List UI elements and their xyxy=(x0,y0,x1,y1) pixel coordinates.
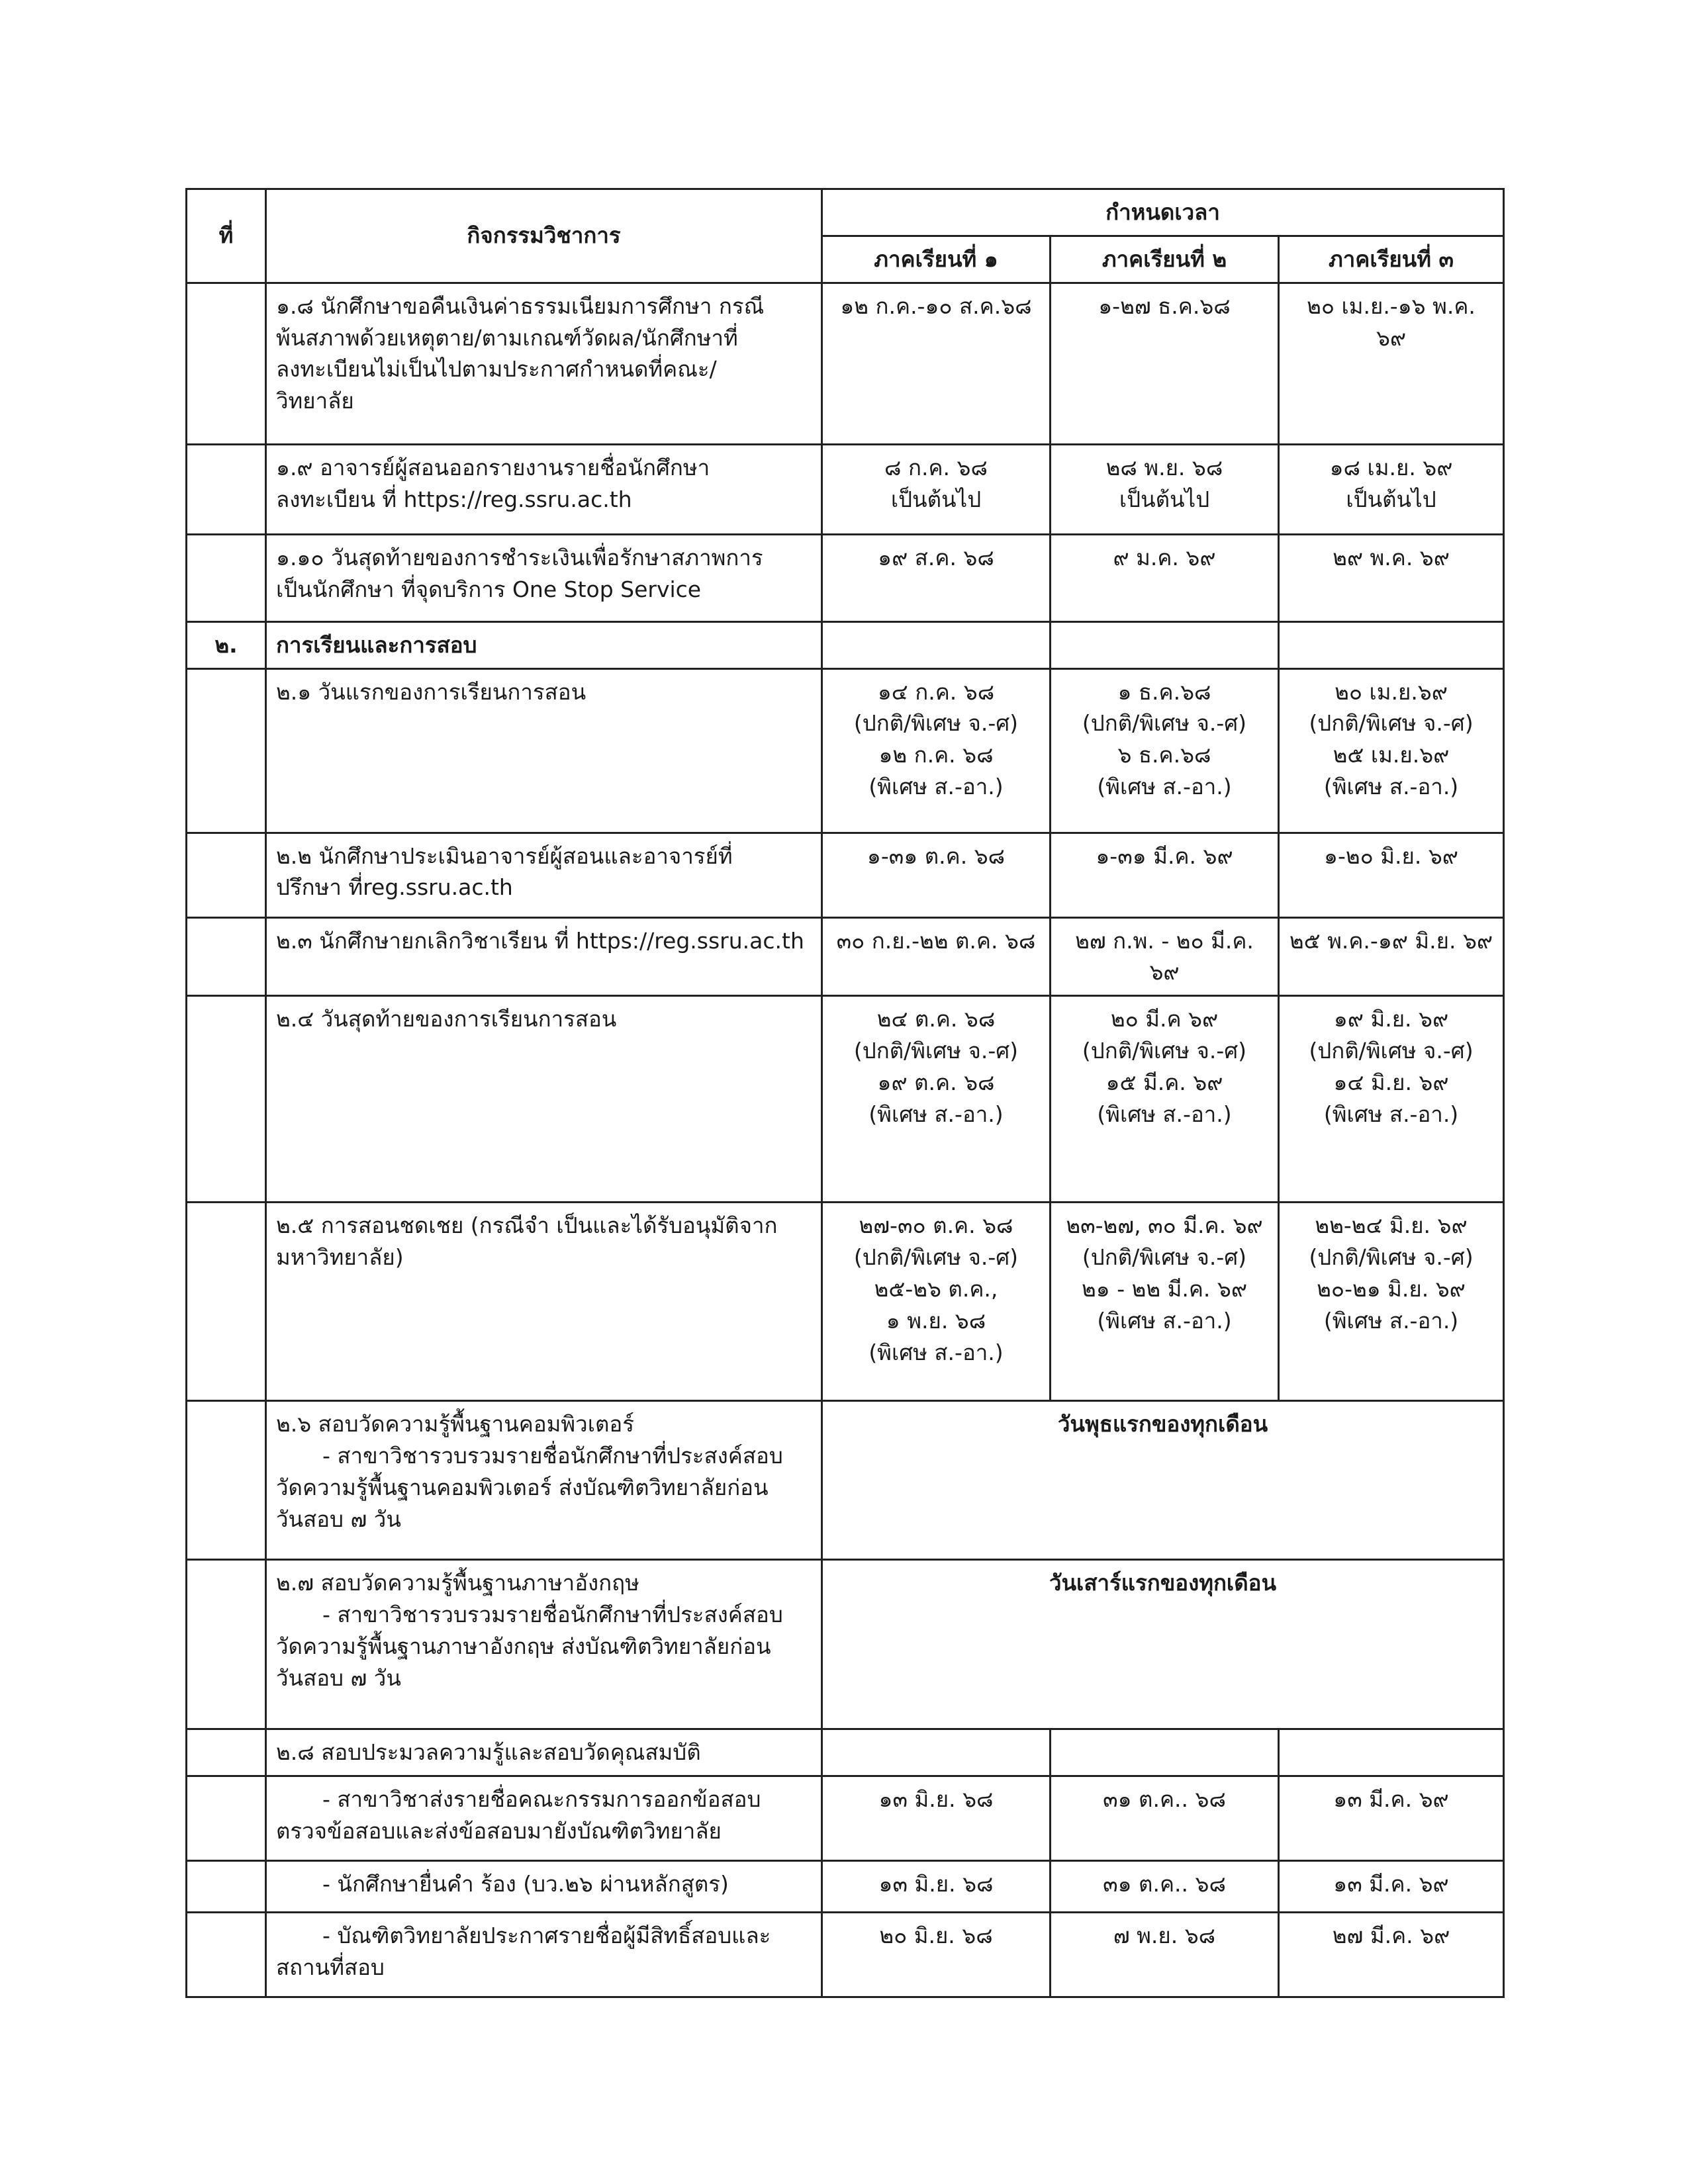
activity-cell xyxy=(266,1913,822,1997)
activity-cell: ๒.๔ วันสุดท้ายของการเรียนการสอน xyxy=(266,996,822,1203)
academic-calendar-table xyxy=(185,188,1505,1998)
table-row xyxy=(187,1729,1504,1776)
semester-3-date: ๑๓ มี.ค. ๖๙ xyxy=(1279,1776,1504,1861)
section-number: ๒. xyxy=(187,621,266,668)
activity-text: ตรวจข้อสอบและส่งข้อสอบมายังบัณฑิตวิทยาลัย xyxy=(276,1817,722,1844)
activity-cell: ๒.๘ สอบประมวลความรู้และสอบวัดคุณสมบัติ xyxy=(266,1729,822,1776)
semester-2-date xyxy=(1051,668,1279,833)
date-text: ๑๒ ก.ค. ๖๘ xyxy=(878,742,994,768)
semester-3-date: ๒๕ พ.ค.-๑๙ มิ.ย. ๖๙ xyxy=(1279,917,1504,996)
date-text: ๑๙ มิ.ย. ๖๙ xyxy=(1333,1006,1449,1032)
date-note: (พิเศษ ส.-อา.) xyxy=(1097,1307,1232,1334)
date-text: ๑๙ ต.ค. ๖๘ xyxy=(877,1069,995,1095)
activity-cell xyxy=(266,534,822,621)
semester-2-date xyxy=(1051,444,1279,534)
semester-2-date: ๒๗ ก.พ. - ๒๐ มี.ค. ๖๙ xyxy=(1051,917,1279,996)
table-row xyxy=(187,668,1504,833)
semester-3-date xyxy=(1279,668,1504,833)
activity-cell: ๒.๓ นักศึกษายกเลิกวิชาเรียน ที่ https://reg.ssru.ac.th xyxy=(266,917,822,996)
activity-text: ๒.๒ นักศึกษาประเมินอาจารย์ผู้สอนและอาจารย์ที่ xyxy=(276,842,733,869)
activity-text: วัดความรู้พื้นฐานภาษาอังกฤษ ส่งบัณฑิตวิทยาลัยก่อน xyxy=(276,1633,771,1659)
activity-subtext: - บัณฑิตวิทยาลัยประกาศรายชื่อผู้มีสิทธิ์สอบและ xyxy=(322,1923,771,1949)
date-note: (พิเศษ ส.-อา.) xyxy=(1097,1101,1232,1127)
semester-3-date xyxy=(1279,444,1504,534)
semester-2-date: ๓๑ ต.ค.. ๖๘ xyxy=(1051,1776,1279,1861)
date-text: ๒๑ - ๒๒ มี.ค. ๖๙ xyxy=(1082,1275,1247,1302)
date-note: (ปกติ/พิเศษ จ.-ศ) xyxy=(1082,1038,1247,1064)
date-note: (ปกติ/พิเศษ จ.-ศ) xyxy=(1309,710,1474,737)
activity-text: ๑.๘ นักศึกษาขอคืนเงินค่าธรรมเนียมการศึกษา กรณี xyxy=(276,293,765,319)
date-text: ๒๐ มี.ค ๖๙ xyxy=(1110,1006,1219,1032)
date-note: (พิเศษ ส.-อา.) xyxy=(1323,1101,1459,1127)
activity-text: ๒.๕ การสอนชดเชย (กรณีจำ เป็นและได้รับอนุมัติจาก xyxy=(276,1212,778,1239)
header-activity: กิจกรรมวิชาการ xyxy=(266,189,822,283)
date-text: ๖ ธ.ค.๖๘ xyxy=(1117,742,1211,768)
date-text: ๑๔ ก.ค. ๖๘ xyxy=(877,678,995,705)
table-row xyxy=(187,1401,1504,1560)
date-note: (พิเศษ ส.-อา.) xyxy=(868,1339,1004,1365)
table-row xyxy=(187,444,1504,534)
activity-cell: ๒.๑ วันแรกของการเรียนการสอน xyxy=(266,668,822,833)
table-row xyxy=(187,1776,1504,1861)
date-text: ๒๓-๒๗, ๓๐ มี.ค. ๖๙ xyxy=(1066,1212,1263,1239)
date-note: เป็นต้นไป xyxy=(1119,486,1210,512)
table-row xyxy=(187,996,1504,1203)
semester-1-date xyxy=(822,996,1051,1203)
date-text: ๘ ก.ค. ๖๘ xyxy=(884,454,988,480)
activity-cell xyxy=(266,444,822,534)
date-note: (พิเศษ ส.-อา.) xyxy=(1323,774,1459,800)
activity-text: สถานที่สอบ xyxy=(276,1954,385,1980)
activity-cell xyxy=(266,1776,822,1861)
header-no: ที่ xyxy=(187,189,266,283)
semester-3-date: ๒๐ เม.ย.-๑๖ พ.ค. ๖๙ xyxy=(1279,283,1504,444)
table-row xyxy=(187,1203,1504,1401)
date-text: ๒๔ ต.ค. ๖๘ xyxy=(876,1006,996,1032)
activity-text: ๑.๑๐ วันสุดท้ายของการชำระเงินเพื่อรักษาสภาพการ xyxy=(276,544,763,570)
activity-cell xyxy=(266,1401,822,1560)
activity-subtext: - สาขาวิชาส่งรายชื่อคณะกรรมการออกข้อสอบ xyxy=(322,1786,761,1813)
date-note: (พิเศษ ส.-อา.) xyxy=(868,1101,1004,1127)
date-text: ๒๗-๓๐ ต.ค. ๖๘ xyxy=(859,1212,1013,1239)
section-row xyxy=(187,621,1504,668)
monthly-schedule: วันพุธแรกของทุกเดือน xyxy=(822,1401,1504,1560)
activity-text: เป็นนักศึกษา ที่จุดบริการ One Stop Service xyxy=(276,576,702,602)
table-row xyxy=(187,283,1504,444)
semester-1-date xyxy=(822,1203,1051,1401)
semester-2-date: ๑-๒๗ ธ.ค.๖๘ xyxy=(1051,283,1279,444)
date-text: ๒๒-๒๔ มิ.ย. ๖๙ xyxy=(1315,1212,1468,1239)
semester-3-date xyxy=(1279,996,1504,1203)
monthly-schedule: วันเสาร์แรกของทุกเดือน xyxy=(822,1560,1504,1729)
date-note: (ปกติ/พิเศษ จ.-ศ) xyxy=(1082,1244,1247,1271)
activity-text: ๒.๗ สอบวัดความรู้พื้นฐานภาษาอังกฤษ xyxy=(276,1570,639,1596)
activity-text: มหาวิทยาลัย) xyxy=(276,1244,404,1271)
semester-2-date xyxy=(1051,1203,1279,1401)
header-semester-2: ภาคเรียนที่ ๒ xyxy=(1051,236,1279,283)
semester-1-date: ๓๐ ก.ย.-๒๒ ต.ค. ๖๘ xyxy=(822,917,1051,996)
semester-2-date: ๗ พ.ย. ๖๘ xyxy=(1051,1913,1279,1997)
table-row xyxy=(187,833,1504,917)
semester-3-date: ๒๗ มี.ค. ๖๙ xyxy=(1279,1913,1504,1997)
semester-3-date: ๒๙ พ.ค. ๖๙ xyxy=(1279,534,1504,621)
date-note: (ปกติ/พิเศษ จ.-ศ) xyxy=(853,1038,1019,1064)
date-note: (ปกติ/พิเศษ จ.-ศ) xyxy=(1309,1038,1474,1064)
activity-cell xyxy=(266,1861,822,1913)
semester-1-date: ๑๓ มิ.ย. ๖๘ xyxy=(822,1776,1051,1861)
table-row xyxy=(187,1861,1504,1913)
activity-cell xyxy=(266,1560,822,1729)
table-row xyxy=(187,534,1504,621)
table-row xyxy=(187,1913,1504,1997)
date-note: (ปกติ/พิเศษ จ.-ศ) xyxy=(1082,710,1247,737)
activity-text: วิทยาลัย xyxy=(276,388,354,414)
activity-cell xyxy=(266,833,822,917)
semester-2-date xyxy=(1051,996,1279,1203)
activity-text: วันสอบ ๗ วัน xyxy=(276,1506,401,1532)
activity-subtext: - สาขาวิชารวบรวมรายชื่อนักศึกษาที่ประสงค์สอบ xyxy=(322,1443,783,1469)
date-text: ๑ พ.ย. ๖๘ xyxy=(886,1307,986,1334)
date-note: (พิเศษ ส.-อา.) xyxy=(868,774,1004,800)
activity-text: วัดความรู้พื้นฐานคอมพิวเตอร์ ส่งบัณฑิตวิทยาลัยก่อน xyxy=(276,1474,769,1500)
date-text: ๑ ธ.ค.๖๘ xyxy=(1117,678,1211,705)
semester-1-date xyxy=(822,668,1051,833)
date-note: (ปกติ/พิเศษ จ.-ศ) xyxy=(853,1244,1019,1271)
semester-2-date: ๑-๓๑ มี.ค. ๖๙ xyxy=(1051,833,1279,917)
header-schedule: กำหนดเวลา xyxy=(822,189,1504,236)
activity-text: ปรึกษา ที่reg.ssru.ac.th xyxy=(276,874,513,901)
activity-text: ๑.๙ อาจารย์ผู้สอนออกรายงานรายชื่อนักศึกษา xyxy=(276,454,710,480)
date-note: (ปกติ/พิเศษ จ.-ศ) xyxy=(853,710,1019,737)
date-text: ๑๘ เม.ย. ๖๙ xyxy=(1329,454,1453,480)
date-note: เป็นต้นไป xyxy=(1346,486,1436,512)
header-semester-1: ภาคเรียนที่ ๑ xyxy=(822,236,1051,283)
semester-2-date: ๓๑ ต.ค.. ๖๘ xyxy=(1051,1861,1279,1913)
activity-cell xyxy=(266,1203,822,1401)
date-text: ๑๕ มี.ค. ๖๙ xyxy=(1105,1069,1223,1095)
date-text: ๒๐-๒๑ มิ.ย. ๖๙ xyxy=(1317,1275,1466,1302)
activity-text: ลงทะเบียนไม่เป็นไปตามประกาศกำหนดที่คณะ/ xyxy=(276,356,717,383)
date-text: ๒๘ พ.ย. ๖๘ xyxy=(1105,454,1223,480)
semester-1-date: ๒๐ มิ.ย. ๖๘ xyxy=(822,1913,1051,1997)
activity-subtext: - นักศึกษายื่นคำ ร้อง (บว.๒๖ ผ่านหลักสูตร) xyxy=(322,1871,729,1897)
date-note: (พิเศษ ส.-อา.) xyxy=(1323,1307,1459,1334)
semester-3-date: ๑-๒๐ มิ.ย. ๖๙ xyxy=(1279,833,1504,917)
activity-text: ๒.๖ สอบวัดความรู้พื้นฐานคอมพิวเตอร์ xyxy=(276,1411,634,1437)
table-row xyxy=(187,1560,1504,1729)
date-note: (ปกติ/พิเศษ จ.-ศ) xyxy=(1309,1244,1474,1271)
table-row xyxy=(187,917,1504,996)
header-semester-3: ภาคเรียนที่ ๓ xyxy=(1279,236,1504,283)
semester-1-date: ๑๙ ส.ค. ๖๘ xyxy=(822,534,1051,621)
semester-3-date xyxy=(1279,1203,1504,1401)
activity-subtext: - สาขาวิชารวบรวมรายชื่อนักศึกษาที่ประสงค์สอบ xyxy=(322,1602,783,1628)
activity-text: พ้นสภาพด้วยเหตุตาย/ตามเกณฑ์วัดผล/นักศึกษาที่ xyxy=(276,324,738,351)
date-text: ๒๕-๒๖ ต.ค., xyxy=(874,1275,998,1302)
section-title: การเรียนและการสอบ xyxy=(266,621,822,668)
semester-1-date xyxy=(822,444,1051,534)
activity-text: วันสอบ ๗ วัน xyxy=(276,1664,401,1691)
semester-1-date: ๑๒ ก.ค.-๑๐ ส.ค.๖๘ xyxy=(822,283,1051,444)
semester-2-date: ๙ ม.ค. ๖๙ xyxy=(1051,534,1279,621)
date-note: เป็นต้นไป xyxy=(890,486,982,512)
activity-cell xyxy=(266,283,822,444)
activity-text: ลงทะเบียน ที่ https://reg.ssru.ac.th xyxy=(276,486,632,512)
semester-1-date: ๑-๓๑ ต.ค. ๖๘ xyxy=(822,833,1051,917)
semester-3-date: ๑๓ มี.ค. ๖๙ xyxy=(1279,1861,1504,1913)
date-text: ๒๕ เม.ย.๖๙ xyxy=(1333,742,1450,768)
date-text: ๒๐ เม.ย.๖๙ xyxy=(1335,678,1448,705)
semester-1-date: ๑๓ มิ.ย. ๖๘ xyxy=(822,1861,1051,1913)
date-note: (พิเศษ ส.-อา.) xyxy=(1097,774,1232,800)
date-text: ๑๔ มิ.ย. ๖๙ xyxy=(1333,1069,1449,1095)
